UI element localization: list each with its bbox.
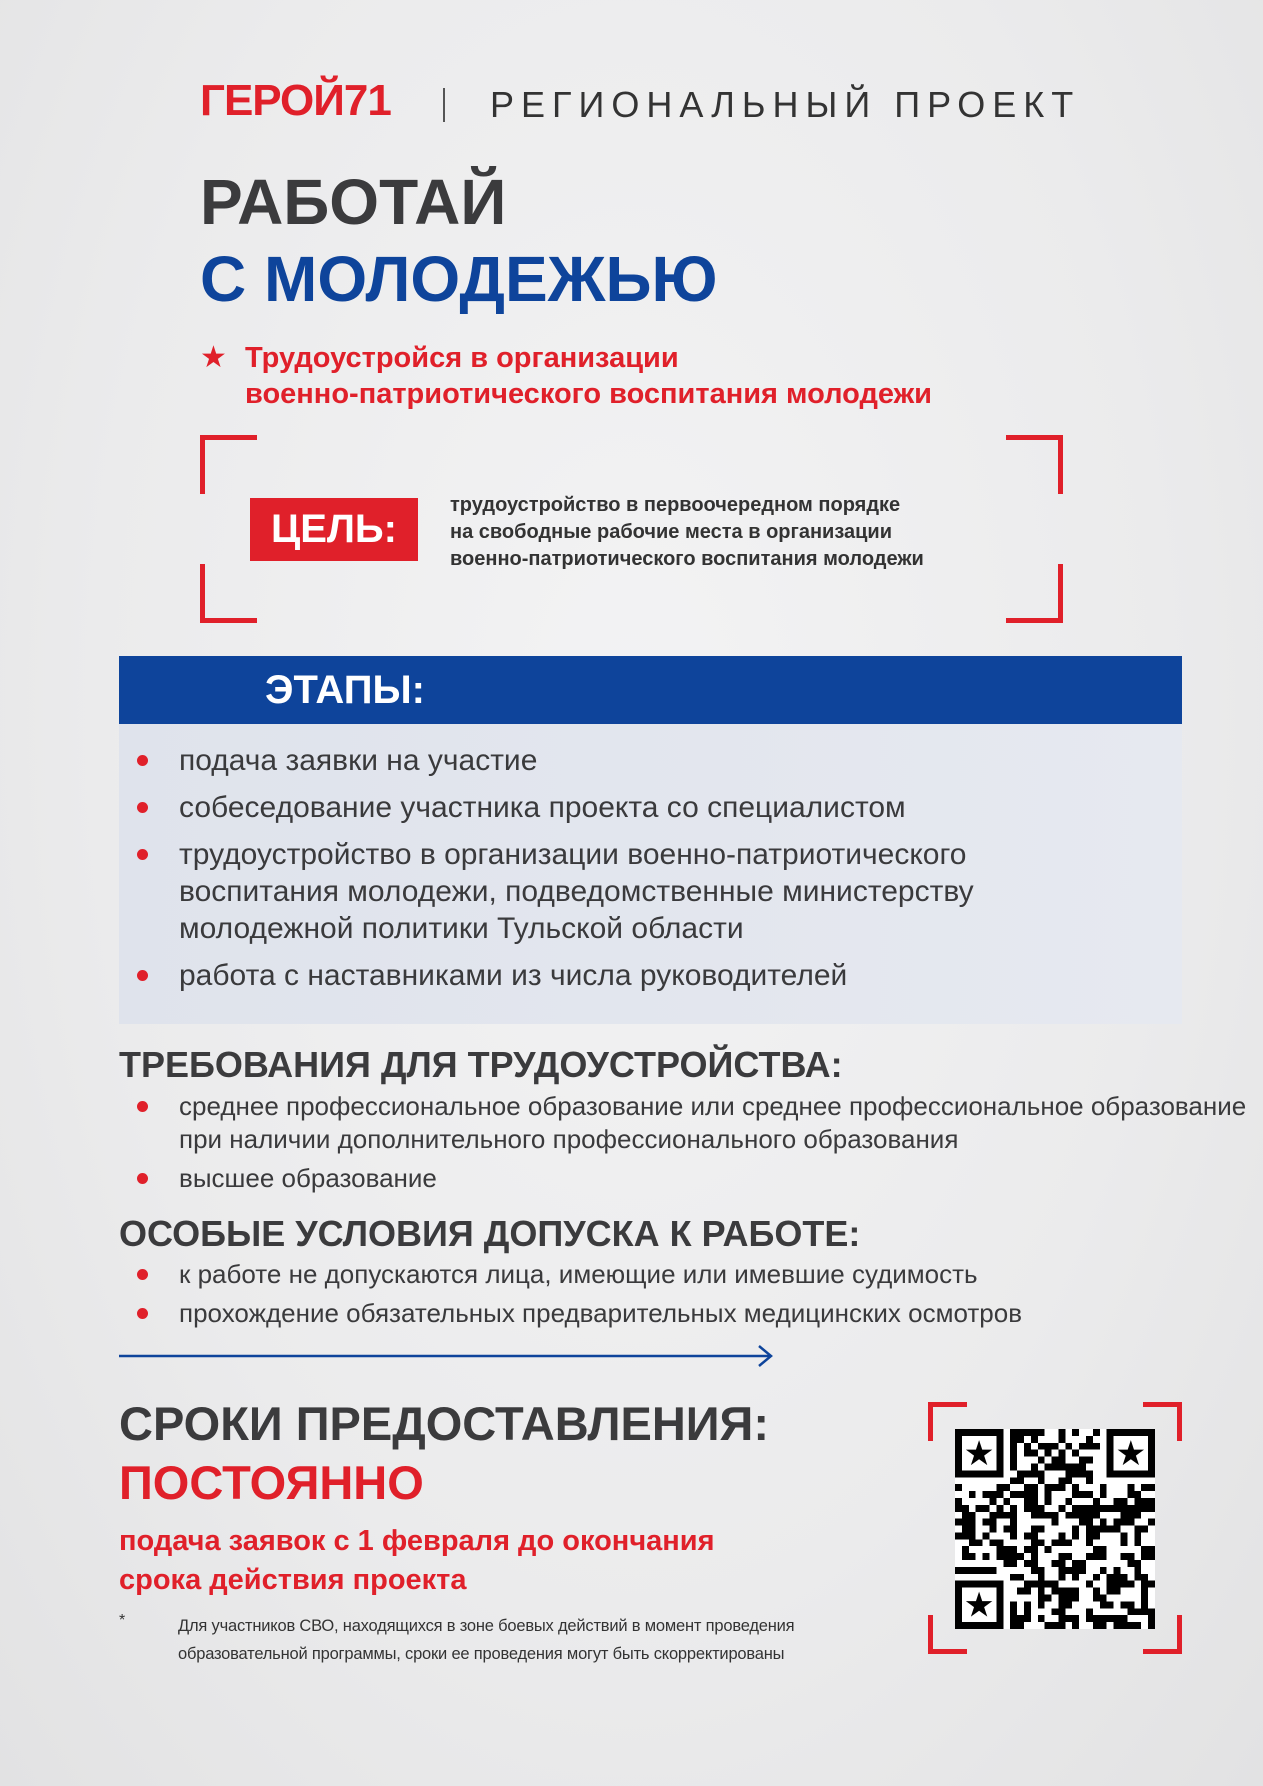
star-icon: ★ (200, 341, 227, 374)
page-title-line2: С МОЛОДЕЖЬЮ (200, 243, 718, 315)
footnote-line1: Для участников СВО, находящихся в зоне боевых действий в момент проведения (178, 1617, 795, 1635)
header-subtitle: РЕГИОНАЛЬНЫЙ ПРОЕКТ (490, 84, 1081, 125)
goal-text-line3: военно-патриотического воспитания молодежи (450, 548, 924, 570)
stages-title: ЭТАПЫ: (265, 668, 425, 712)
stages-panel (119, 724, 1182, 1024)
terms-note (119, 1522, 715, 1600)
goal-text-line2: на свободные рабочие места в организации (450, 521, 893, 543)
goal-text (450, 492, 924, 573)
stage-item: собеседование участника проекта со специалистом (119, 789, 1182, 826)
goal-label: ЦЕЛЬ: (250, 498, 418, 561)
arrow-right-icon (119, 1345, 775, 1369)
stages-header (119, 656, 1182, 724)
footnote-marker: * (119, 1612, 126, 1629)
svg-text:★: ★ (963, 1434, 995, 1473)
requirements-title: ТРЕБОВАНИЯ ДЛЯ ТРУДОУСТРОЙСТВА: (119, 1044, 843, 1085)
terms-title: СРОКИ ПРЕДОСТАВЛЕНИЯ: (119, 1397, 769, 1450)
header-divider (443, 88, 445, 122)
stage-item: подача заявки на участие (119, 742, 1182, 779)
svg-text:★: ★ (963, 1586, 995, 1625)
brand-logo: ГЕРОЙ71 (200, 76, 391, 125)
requirement-item: среднее профессиональное образование или среднее профессиональное образование при наличии дополнительного профессионального образования (119, 1090, 1249, 1156)
frame-corner (1006, 564, 1063, 623)
conditions-list (119, 1258, 1249, 1336)
goal-frame (200, 435, 1063, 623)
footnote-text (178, 1612, 794, 1668)
condition-item: прохождение обязательных предварительных медицинских осмотров (119, 1297, 1249, 1330)
footnote-line2: образовательной программы, сроки ее проведения могут быть скорректированы (178, 1645, 785, 1663)
qr-code[interactable] (955, 1429, 1155, 1629)
stage-item: работа с наставниками из числа руководителей (119, 957, 1182, 994)
frame-corner (1006, 435, 1063, 494)
requirement-item: высшее образование (119, 1162, 1249, 1195)
terms-note-line1: подача заявок с 1 февраля до окончания (119, 1525, 715, 1557)
tagline (245, 340, 932, 412)
terms-value: ПОСТОЯННО (119, 1456, 424, 1509)
conditions-title: ОСОБЫЕ УСЛОВИЯ ДОПУСКА К РАБОТЕ: (119, 1213, 861, 1254)
stages-list (119, 742, 1182, 1004)
svg-text:★: ★ (1115, 1434, 1147, 1473)
frame-corner (200, 564, 257, 623)
tagline-line2: военно-патриотического воспитания молодежи (245, 378, 933, 410)
requirements-list (119, 1090, 1249, 1201)
frame-corner (200, 435, 257, 494)
stage-item: трудоустройство в организации военно-патриотического воспитания молодежи, подведомственные министерству молодежной политики Тульской области (119, 836, 1009, 947)
terms-note-line2: срока действия проекта (119, 1564, 467, 1596)
page-title-line1: РАБОТАЙ (200, 166, 507, 238)
goal-text-line1: трудоустройство в первоочередном порядке (450, 494, 901, 516)
qr-frame (928, 1402, 1182, 1654)
qr-code-icon (955, 1429, 1155, 1629)
tagline-line1: Трудоустройся в организации (245, 342, 679, 374)
condition-item: к работе не допускаются лица, имеющие или имевшие судимость (119, 1258, 1249, 1291)
